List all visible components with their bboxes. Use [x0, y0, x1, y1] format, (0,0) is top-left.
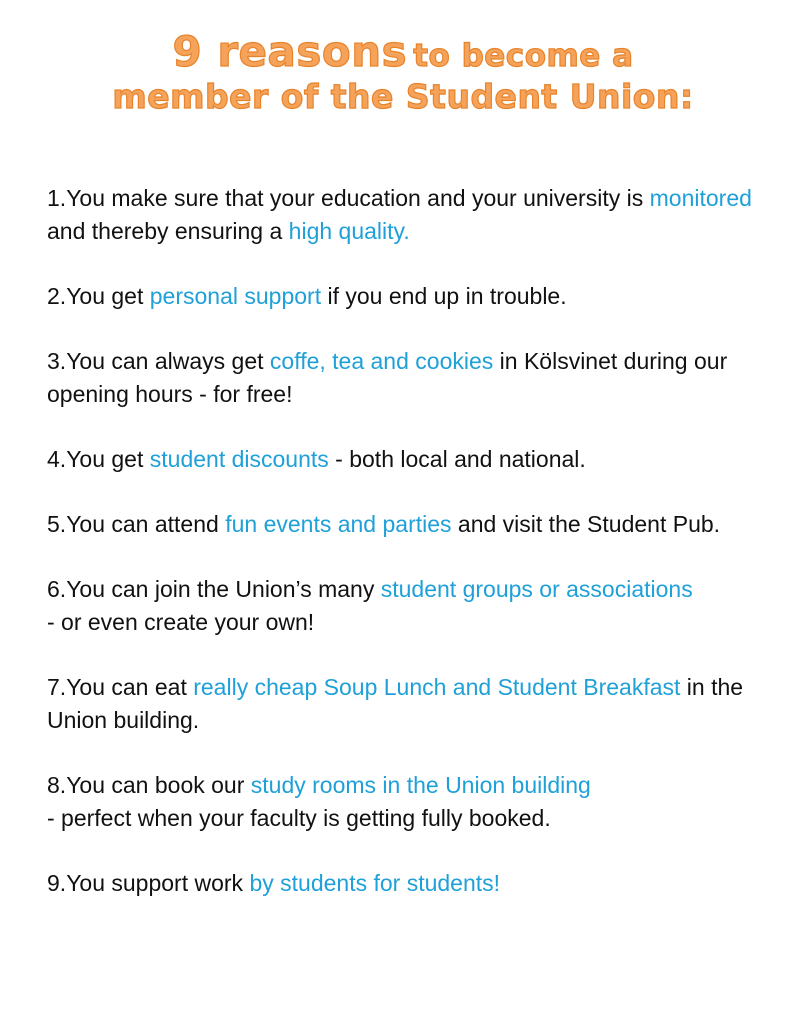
reason-highlight: fun events and parties: [225, 511, 452, 537]
reason-item-3: [47, 345, 767, 411]
reason-number: 8.: [47, 772, 67, 798]
reason-text: You support work: [66, 870, 250, 896]
title-line-1: [0, 28, 806, 76]
reason-item-1: [47, 182, 767, 248]
reason-text: You get: [66, 446, 150, 472]
reason-highlight: by students for students!: [249, 870, 501, 896]
reason-item-2: [47, 280, 767, 313]
reason-highlight: really cheap Soup Lunch and Student Breakfast: [193, 674, 681, 700]
reason-item-6: [47, 573, 767, 639]
reason-number: 6.: [47, 576, 67, 602]
reason-text: - or even create your own!: [47, 609, 315, 635]
reason-text: if you end up in trouble.: [321, 283, 567, 309]
reason-number: 4.: [47, 446, 67, 472]
reason-text: You can attend: [66, 511, 226, 537]
reason-text: You get: [66, 283, 150, 309]
reason-text: and visit the Student Pub.: [451, 511, 721, 537]
reason-highlight: monitored: [649, 185, 752, 211]
reason-item-4: [47, 443, 767, 476]
reason-item-8: [47, 769, 767, 835]
reason-number: 3.: [47, 348, 67, 374]
reason-highlight: personal support: [149, 283, 322, 309]
reason-number: 1.: [47, 185, 67, 211]
reason-number: 9.: [47, 870, 67, 896]
reason-highlight: coffe, tea and cookies: [269, 348, 494, 374]
reason-text: You can always get: [66, 348, 270, 374]
reason-text: You can join the Union’s many: [66, 576, 381, 602]
title-number-reasons: 9 reasons: [172, 27, 408, 76]
reason-highlight: student groups or associations: [380, 576, 693, 602]
reason-number: 5.: [47, 511, 67, 537]
reason-number: 7.: [47, 674, 67, 700]
reason-highlight: study rooms in the Union building: [250, 772, 591, 798]
reason-text: - both local and national.: [328, 446, 586, 472]
reason-text: You can book our: [66, 772, 251, 798]
title-line-2: member of the Student Union:: [112, 77, 694, 117]
reason-highlight: student discounts: [149, 446, 329, 472]
reason-number: 2.: [47, 283, 67, 309]
reason-item-9: [47, 867, 767, 900]
reason-highlight: high quality.: [288, 218, 410, 244]
reason-text: and thereby ensuring a: [47, 218, 289, 244]
reason-text: You can eat: [66, 674, 194, 700]
title-to-become: to become a: [413, 38, 634, 74]
page-title: [0, 22, 806, 116]
reason-item-7: [47, 671, 767, 737]
reason-text: - perfect when your faculty is getting fully booked.: [47, 805, 551, 831]
reason-text: in Kölsvinet during our opening hours - for free!: [47, 348, 728, 407]
reason-text: You make sure that your education and your university is: [66, 185, 650, 211]
reason-text: in the Union building.: [47, 674, 744, 733]
reason-item-5: [47, 508, 767, 541]
reasons-list: [47, 182, 767, 932]
